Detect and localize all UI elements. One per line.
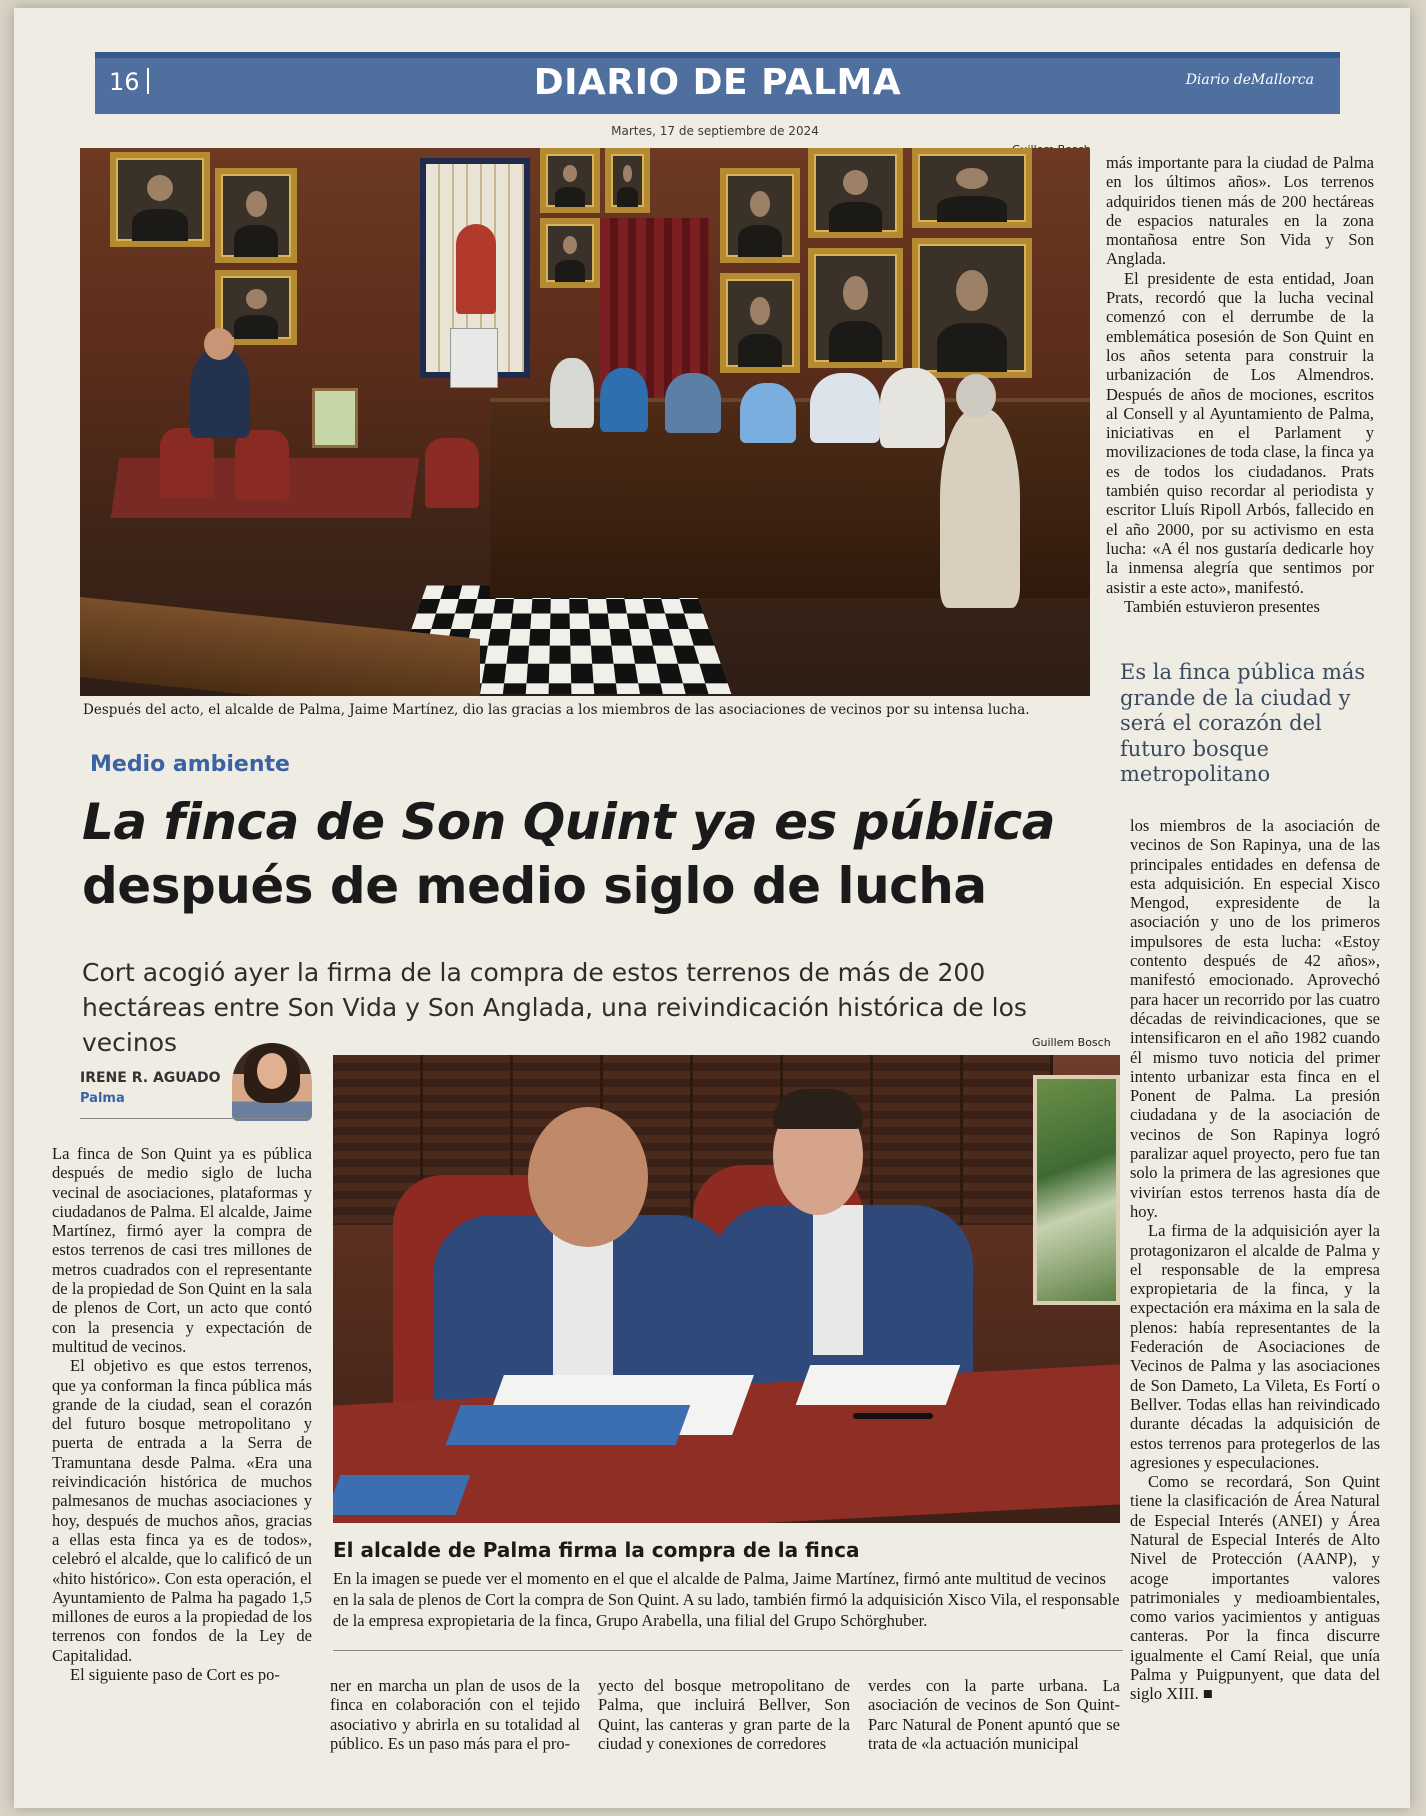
paragraph: El siguiente paso de Cort es po- [70, 1665, 280, 1685]
paragraph: ner en marcha un plan de usos de la finca en colaboración con el tejido asociativo y abrirla en su totalidad al público. Es un paso más para el pro- [330, 1676, 580, 1753]
paragraph: La firma de la adquisición ayer la protagonizaron el alcalde de Palma y el responsable de la empresa expropietaria de la finca, y la expectación era máxima en la sala de plenos: había representantes de la Federación de Asociaciones de Vecinos de Palma y las asociaciones de Son Dameto, La Vileta, Es Fortí o Bellver. Todas ellas han reivindicado durante décadas la adquisición de estos terrenos para protegerlos de las agresiones y especulaciones. [1130, 1221, 1380, 1472]
paragraph: más importante para la ciudad de Palma en los últimos años». Los terrenos adquiridos tienen más de 200 hectáreas de espacios naturales en la zona montañosa entre Son Vida y Son Anglada. [1106, 153, 1374, 269]
brand-prefix: Diario [1185, 72, 1230, 88]
audience-member [550, 358, 594, 428]
wood-panel [873, 1055, 963, 1225]
author-name: IRENE R. AGUADO [80, 1070, 221, 1086]
brand-name: Mallorca [1251, 72, 1314, 88]
audience-member [880, 368, 945, 448]
caption-divider [333, 1650, 1123, 1651]
paragraph: verdes con la parte urbana. La asociación de vecinos de Son Quint-Parc Natural de Ponent apuntó que se trata de «la actuación municipal [868, 1676, 1120, 1753]
blue-folder [333, 1475, 470, 1515]
audience-head [956, 374, 996, 418]
red-chair [425, 438, 479, 508]
photo-signing [333, 1055, 1120, 1523]
red-chair [160, 428, 214, 498]
map-on-easel [312, 388, 358, 448]
article-column-right-top [1106, 153, 1374, 616]
mayor-shirt [553, 1225, 613, 1375]
portrait-frame [540, 148, 600, 213]
paragraph: También estuvieron presentes [1124, 596, 1320, 616]
photo2-caption: En la imagen se puede ver el momento en el que el alcalde de Palma, Jaime Martínez, firmó ante multitud de vecinos en la sala de plenos de Cort la compra de Son Quint. A su lado, también firmó la adquisición Xisco Vila, el responsable de la empresa expropietaria de la finca, Grupo Arabella, una filial del Grupo Schörghuber. [333, 1569, 1120, 1630]
portrait-frame [720, 273, 800, 373]
article-column-bottom-3 [868, 1676, 1120, 1753]
document [796, 1365, 961, 1405]
audience-member [600, 368, 648, 432]
mayor-head [528, 1107, 648, 1247]
portrait-frame [808, 148, 903, 238]
pen [853, 1413, 933, 1419]
paragraph: Como se recordará, Son Quint tiene la clasificación de Área Natural de Especial Interés (ANEI) y Área Natural de Especial Interés de Alto Nivel de Protección (AANP), y acoge importantes valores patrimoniales y medioambientales, como varios yacimientos y antiguas canteras. Por la finca discurre igualmente el Camí Reial, que unía Palma y Puigpunyent, que data del siglo XIII. ■ [1130, 1472, 1380, 1704]
paragraph: yecto del bosque metropolitano de Palma, que incluirá Bellver, Son Quint, las canteras y gran parte de la ciudad y conexiones de corredores [598, 1676, 850, 1753]
audience-member [740, 383, 796, 443]
section-title: DIARIO DE PALMA [533, 62, 902, 103]
byline-divider [80, 1118, 310, 1119]
headline-line-2: después de medio siglo de lucha [82, 857, 987, 915]
article-column-bottom-2 [598, 1676, 850, 1753]
portrait-frame [912, 148, 1032, 228]
portrait-frame [912, 238, 1032, 378]
mayor-speaking [190, 348, 250, 438]
article-column-right-bottom [1130, 816, 1380, 1704]
photo1-caption: Después del acto, el alcalde de Palma, Jaime Martínez, dio las gracias a los miembros de las asociaciones de vecinos por su intensa lucha. [83, 702, 1030, 718]
paragraph: los miembros de la asociación de vecinos de Son Rapinya, una de las principales entidades en defensa de esta adquisición. En especial Xisco Mengod, expresidente de la asociación y uno de los primeros impulsores de esta lucha: «Estoy contento después de 42 años», manifestó emocionado. Aprovechó para hacer un recorrido por las cuatro décadas de reivindicaciones, que se intensificaron en el año 1982 cuando él mismo tuvo noticia del primer intento urbanizar esta finca en el Ponent de Palma. La presión ciudadana y de la asociación de vecinos de Son Rapinya logró paralizar aquel proyecto, pero fue tan solo la primera de las agresiones que vivirían estos terrenos hasta día de hoy. [1130, 816, 1380, 1221]
author-avatar [232, 1043, 312, 1121]
brand-de: de [1233, 72, 1252, 88]
masthead-top-band [95, 52, 1340, 58]
pull-quote: Es la finca pública más grande de la ciudad y será el corazón del futuro bosque metropolitano [1120, 660, 1366, 786]
red-chair [235, 430, 289, 500]
issue-date: Martes, 17 de septiembre de 2024 [611, 124, 819, 138]
portrait-frame [720, 168, 800, 263]
photo2-credit: Guillem Bosch [1032, 1036, 1111, 1049]
paragraph: El presidente de esta entidad, Joan Prats, recordó que la lucha vecinal comenzó con el derrumbe de la emblemática posesión de Son Quint en los años setenta para construir la urbanización de Los Almendros. Después de años de mociones, escritos al Consell y al Ayuntamiento de Palma, iniciativas en el Parlament y movilizaciones de toda clase, la finca ya es de todos los ciudadanos. Prats también quiso recordar al periodista y escritor Lluís Ripoll Arbós, fallecido en el año 2000, por su activismo en esta lucha: «A él nos gustaría dedicarle hoy la inmensa alegría que sentimos por asistir a este acto», manifestó. [1106, 268, 1374, 597]
audience-member [665, 373, 721, 433]
portrait-frame [540, 218, 600, 288]
page-number: 16 [109, 68, 140, 96]
portrait-frame [808, 248, 903, 368]
portrait-frame [215, 168, 297, 263]
photo-council-chamber [80, 148, 1090, 696]
mayor-head [204, 328, 234, 360]
air-conditioner [450, 328, 498, 388]
article-column-left [52, 1144, 312, 1684]
newspaper-brand [1186, 72, 1314, 88]
section-masthead [95, 52, 1340, 114]
photo2-caption-title: El alcalde de Palma firma la compra de la finca [333, 1538, 860, 1562]
subheadline: Cort acogió ayer la firma de la compra de estos terrenos de más de 200 hectáreas entre Son Vida y Son Anglada, una reivindicación histórica de los vecinos [82, 958, 1027, 1057]
portrait-frame [605, 148, 650, 213]
audience-member [940, 408, 1020, 608]
headline-line-1: La finca de Son Quint ya es pública [82, 793, 1056, 851]
wall-map [1033, 1075, 1120, 1305]
section-kicker: Medio ambiente [90, 752, 290, 777]
blue-folder [446, 1405, 691, 1445]
portrait-frame [110, 152, 210, 247]
headline [82, 790, 1102, 918]
paragraph: La finca de Son Quint ya es pública después de medio siglo de lucha vecinal de asociaciones, plataformas y ciudadanos de Palma. El alcalde, Jaime Martínez, firmó ayer la compra de estos terrenos de casi tres millones de metros cuadrados con el representante de la propiedad de Son Quint en la sala de plenos de Cort, un acto que contó con la presencia y expectación de multitud de vecinos. [52, 1144, 312, 1356]
signer-hair [773, 1089, 863, 1129]
article-column-bottom-1 [330, 1676, 580, 1753]
audience-member [810, 373, 880, 443]
signer-shirt [813, 1205, 863, 1355]
paragraph: El objetivo es que estos terrenos, que ya conforman la finca pública más grande de la ciudad, sean el corazón del futuro bosque metropolitano y puerta de entrada a la Serra de Tramuntana desde Palma. «Era una reivindicación histórica de muchos palmesanos de muchas asociaciones y hoy, después de muchos años, gracias a ellas esta finca ya es de todos», celebró el alcalde, que lo calificó de un «hito histórico». Con esta operación, el Ayuntamiento de Palma ha pagado 1,5 millones de euros a la propiedad de los terrenos con fondos de la Ley de Capitalidad. [52, 1356, 312, 1665]
author-location: Palma [80, 1091, 125, 1106]
